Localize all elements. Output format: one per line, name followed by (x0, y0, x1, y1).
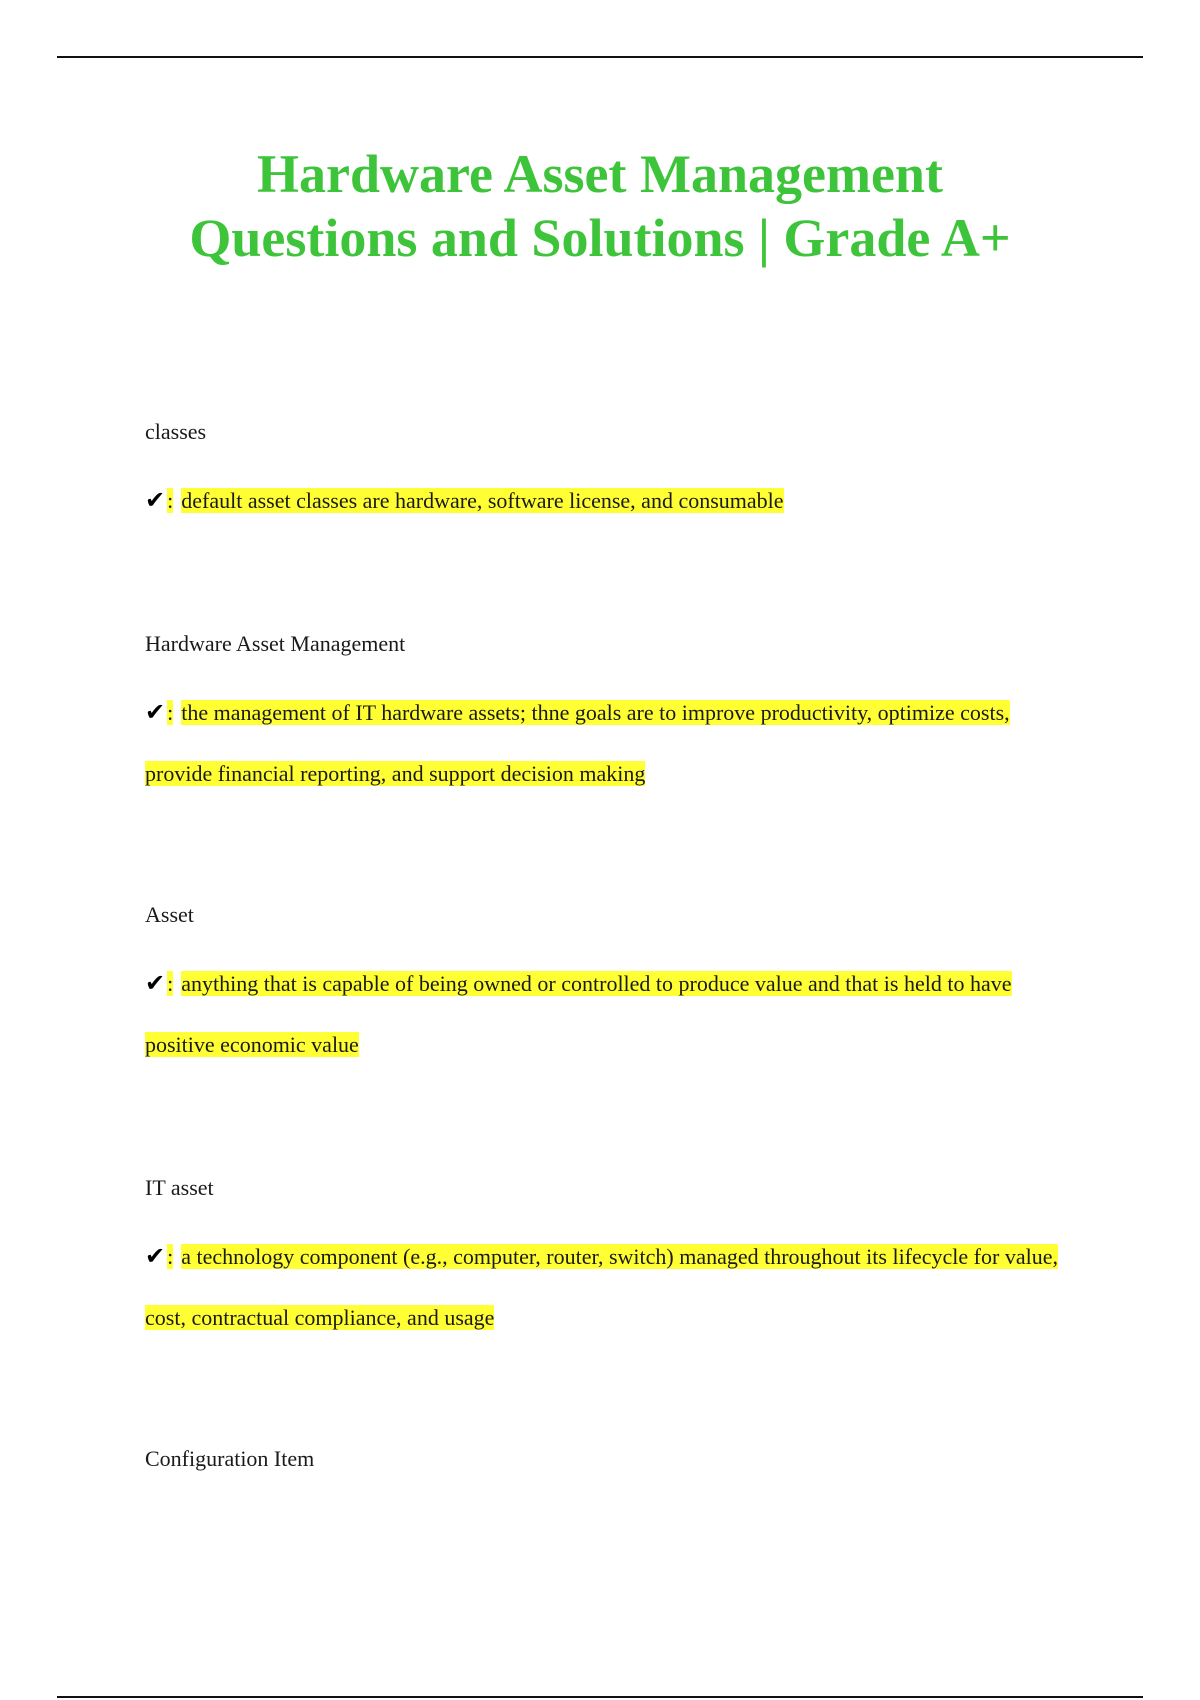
answer-colon: : (167, 1244, 174, 1269)
answer-text: the management of IT hardware assets; thne goals are to improve productivity, optimize costs, provide financial reporting, and support decision making (145, 700, 1010, 786)
qa-entry (145, 412, 1065, 531)
answer (145, 682, 1065, 804)
checkmark-icon: ✔ (145, 969, 166, 997)
checkmark-icon: ✔ (145, 486, 166, 514)
qa-entry (145, 1168, 1065, 1348)
answer-colon: : (167, 700, 174, 725)
checkmark-icon: ✔ (145, 1242, 166, 1270)
qa-entry (145, 1439, 1065, 1479)
answer-text: a technology component (e.g., computer, router, switch) managed throughout its lifecycle for value, cost, contractual compliance, and usage (145, 1244, 1058, 1330)
checkmark-icon: ✔ (145, 698, 166, 726)
question-term: classes (145, 419, 207, 444)
answer-text: default asset classes are hardware, software license, and consumable (181, 488, 784, 513)
answer (145, 1226, 1065, 1348)
answer-colon: : (167, 971, 174, 996)
answer-text: anything that is capable of being owned or controlled to produce value and that is held to have positive economic value (145, 971, 1012, 1057)
question-term: Hardware Asset Management (145, 631, 406, 656)
footer-rule (57, 1696, 1143, 1698)
title-line-1: Hardware Asset Management (257, 144, 943, 204)
document-title (0, 142, 1200, 270)
qa-entry (145, 895, 1065, 1075)
answer-colon: : (167, 488, 174, 513)
answer (145, 953, 1065, 1075)
question-term: Configuration Item (145, 1446, 315, 1471)
qa-entry (145, 624, 1065, 804)
answer (145, 470, 1065, 531)
title-line-2: Questions and Solutions | Grade A+ (189, 208, 1011, 268)
question-term: Asset (145, 902, 194, 927)
qa-list (145, 412, 1065, 1479)
header-rule (57, 56, 1143, 58)
question-term: IT asset (145, 1175, 214, 1200)
